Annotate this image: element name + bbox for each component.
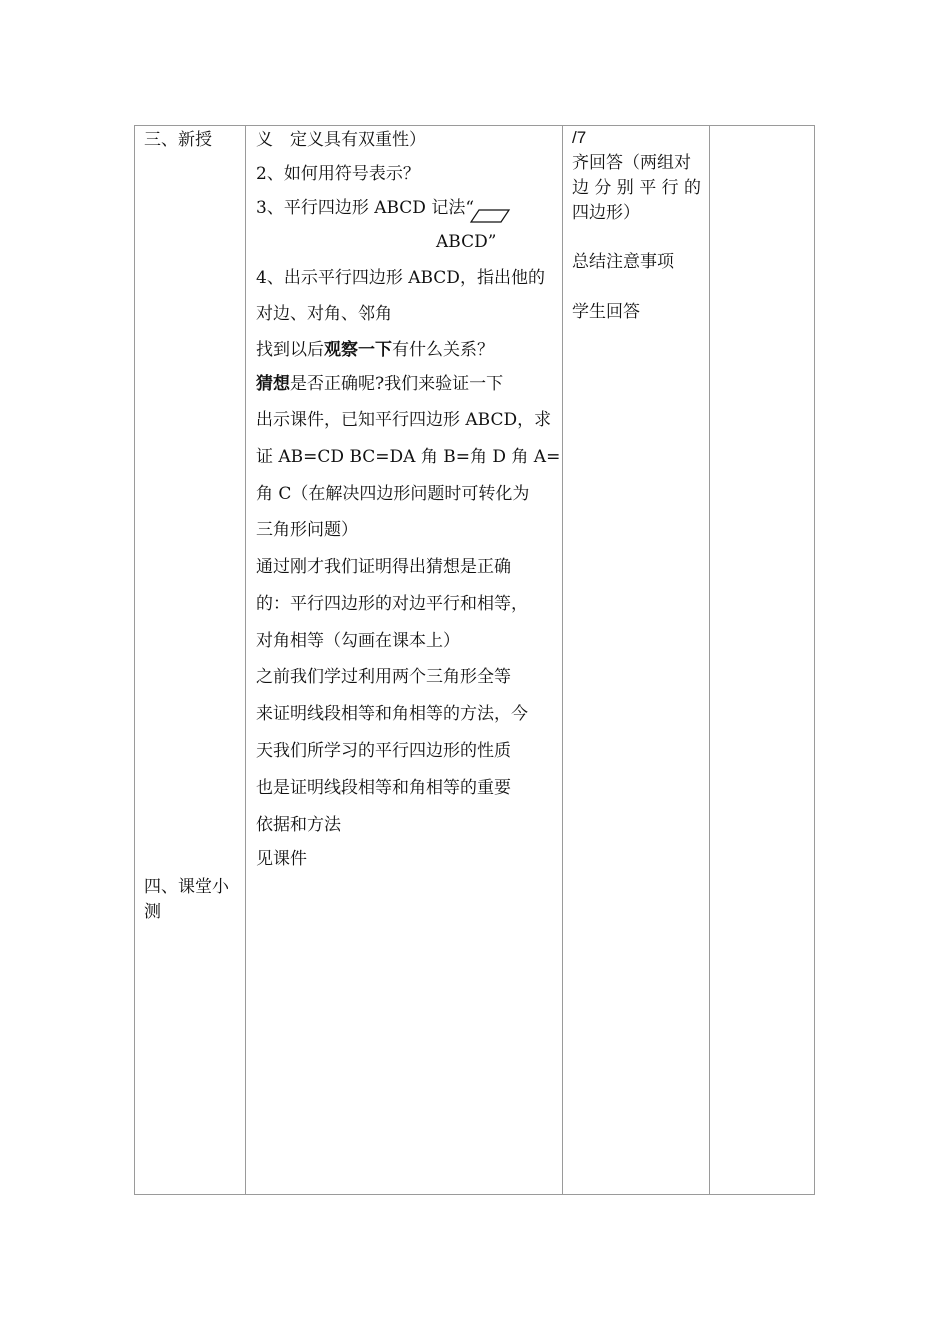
teacher-text-line: 2、如何用符号表示？ (256, 164, 420, 184)
student-text-line: 边 分 别 平 行 的 (572, 178, 702, 198)
student-text-line: 四边形） (572, 203, 640, 223)
bold-text-run: 猜想 (256, 374, 290, 394)
student-text-line: 齐回答（两组对 (572, 153, 691, 173)
teacher-text-line: 也是证明线段相等和角相等的重要 (256, 778, 511, 798)
teacher-text-line (256, 374, 503, 394)
teacher-text-line: 证 AB=CD BC=DA 角 B=角 D 角 A= (256, 447, 561, 467)
teacher-text-line: 的：平行四边形的对边平行和相等， (256, 594, 528, 614)
teacher-text-line: 义 定义具有双重性） (256, 130, 426, 150)
teacher-text-line: 对边、对角、邻角 (256, 304, 392, 324)
section-new-lesson: 三、新授 (144, 130, 212, 150)
parallelogram-icon (469, 208, 511, 224)
column-divider (245, 126, 246, 1194)
column-divider (562, 126, 563, 1194)
teacher-text-line: 出示课件，已知平行四边形 ABCD，求 (256, 410, 552, 430)
teacher-text-line: 通过刚才我们证明得出猜想是正确 (256, 557, 511, 577)
teacher-text-line: 天我们所学习的平行四边形的性质 (256, 741, 511, 761)
teacher-text-line: 对角相等（勾画在课本上） (256, 631, 460, 651)
teacher-text-line: 依据和方法 (256, 815, 341, 835)
teacher-text-line: 来证明线段相等和角相等的方法，今 (256, 704, 528, 724)
student-text-line: 学生回答 (572, 302, 640, 322)
text-run: 是否正确呢?我们来验证一下 (290, 374, 504, 394)
student-text-line: /7 (572, 128, 587, 147)
teacher-text-line: 之前我们学过利用两个三角形全等 (256, 667, 511, 687)
teacher-text-line: 4、出示平行四边形 ABCD，指出他的 (256, 268, 545, 288)
teacher-text-line: 角 C（在解决四边形问题时可转化为 (256, 484, 530, 504)
student-text-line: 总结注意事项 (572, 252, 674, 272)
bold-text-run: 观察一下 (324, 340, 392, 360)
teacher-text-line: ABCD” (436, 232, 497, 252)
section-quiz-line2: 测 (144, 902, 161, 922)
text-run: 找到以后 (256, 340, 324, 360)
section-quiz-line1: 四、课堂小 (144, 877, 229, 897)
teacher-text-line (256, 340, 494, 360)
teacher-text-line: 三角形问题） (256, 520, 358, 540)
column-divider (709, 126, 710, 1194)
text-run: 有什么关系？ (392, 340, 494, 360)
teacher-text-line: 3、平行四边形 ABCD 记法“ (256, 198, 475, 218)
lesson-table (134, 125, 815, 1195)
teacher-text-line: 见课件 (256, 849, 307, 869)
